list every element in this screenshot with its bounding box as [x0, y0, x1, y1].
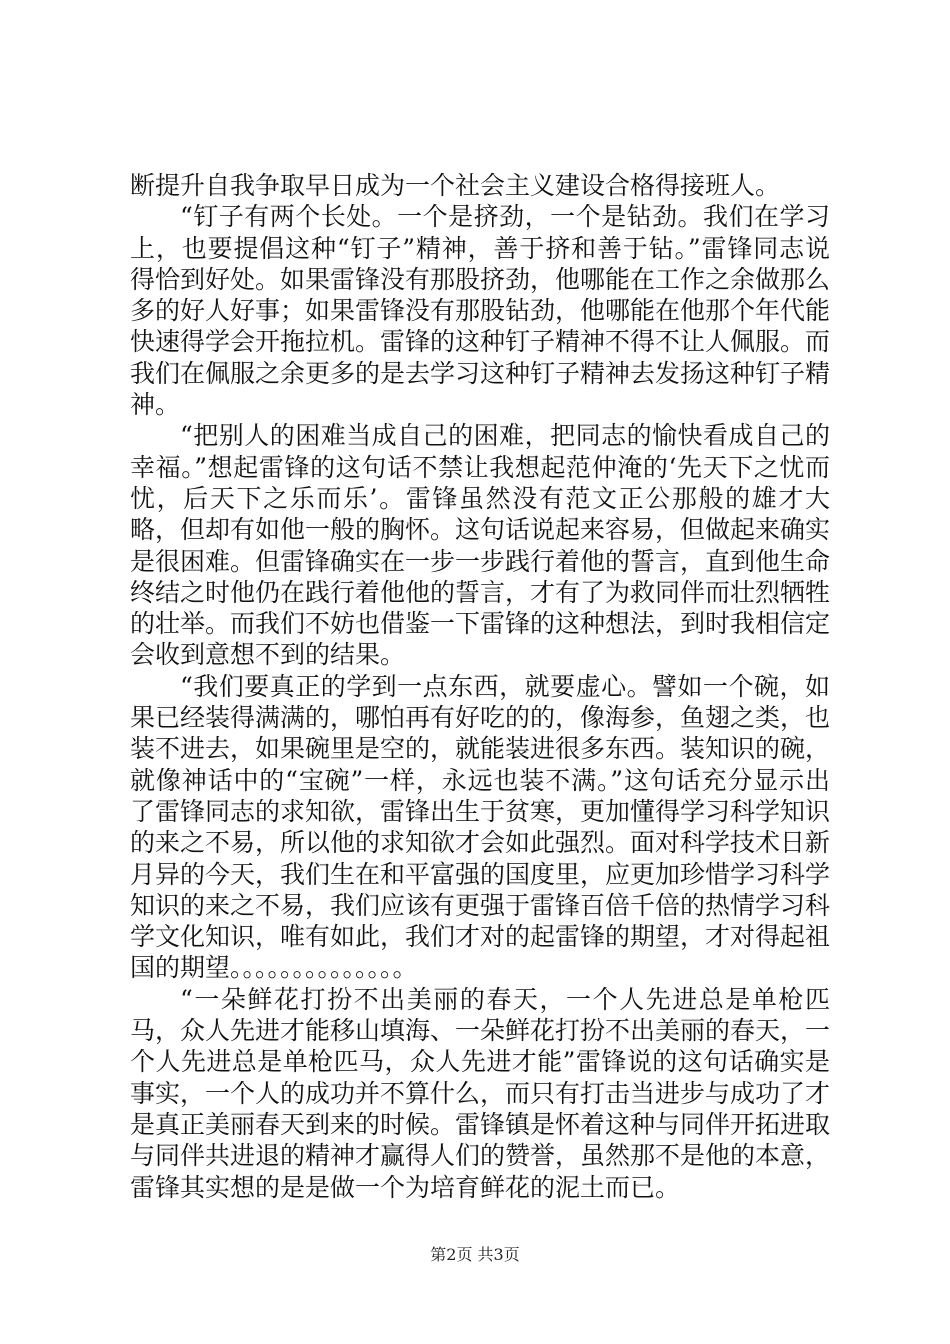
paragraph-flower-spring: “一朵鲜花打扮不出美丽的春天，一个人先进总是单枪匹马，众人先进才能移山填海、一朵鲜花打扮不出美丽的春天，一个人先进总是单枪匹马，众人先进才能”雷锋说的这句话确实是事实，一个人的成功并不算什么，而只有打击当进步与成功了才是真正美丽春天到来的时候。雷锋镇是怀着这种与同伴开拓进取与同伴共进退的精神才赢得人们的赞誉，虽然那不是他的本意，雷锋其实想的是是做一个为培育鲜花的泥土而已。 — [130, 984, 831, 1202]
paragraph-nail-spirit: “钉子有两个长处。一个是挤劲，一个是钻劲。我们在学习上，也要提倡这种“钉子”精神，善于挤和善于钻。”雷锋同志说得恰到好处。如果雷锋没有那股挤劲，他哪能在工作之余做那么多的好人好事；如果雷锋没有那股钻劲，他哪能在他那个年代能快速得学会开拖拉机。雷锋的这种钉子精神不得不让人佩服。而我们在佩服之余更多的是去学习这种钉子精神去发扬这种钉子精神。 — [130, 202, 831, 420]
paragraph-humble-learning: “我们要真正的学到一点东西，就要虚心。譬如一个碗，如果已经装得满满的，哪怕再有好吃的的，像海参，鱼翅之类，也装不进去，如果碗里是空的，就能装进很多东西。装知识的碗，就像神话中的“宝碗”一样，永远也装不满。”这句话充分显示出了雷锋同志的求知欲，雷锋出生于贫寒，更加懂得学习科学知识的来之不易，所以他的求知欲才会如此强烈。面对科学技术日新月异的今天，我们生在和平富强的国度里，应更加珍惜学习科学知识的来之不易，我们应该有更强于雷锋百倍千倍的热情学习科学文化知识，唯有如此，我们才对的起雷锋的期望，才对得起祖国的期望。。。。。。。。。。。。。。 — [130, 671, 831, 983]
page-footer: 第2页 共3页 — [430, 1245, 520, 1264]
paragraph-others-difficulty: “把别人的困难当成自己的困难，把同志的愉快看成自己的幸福。”想起雷锋的这句话不禁让我想起范仲淹的‘先天下之忧而忧，后天下之乐而乐’。雷锋虽然没有范文正公那般的雄才大略，但却有如他一般的胸怀。这句话说起来容易，但做起来确实是很困难。但雷锋确实在一步一步践行着他的誓言，直到他生命终结之时他仍在践行着他他的誓言，才有了为救同伴而壮烈牺牲的壮举。而我们不妨也借鉴一下雷锋的这种想法，到时我相信定会收到意想不到的结果。 — [130, 421, 831, 670]
document-body — [130, 170, 830, 1203]
paragraph-continuation: 断提升自我争取早日成为一个社会主义建设合格得接班人。 — [130, 171, 781, 200]
